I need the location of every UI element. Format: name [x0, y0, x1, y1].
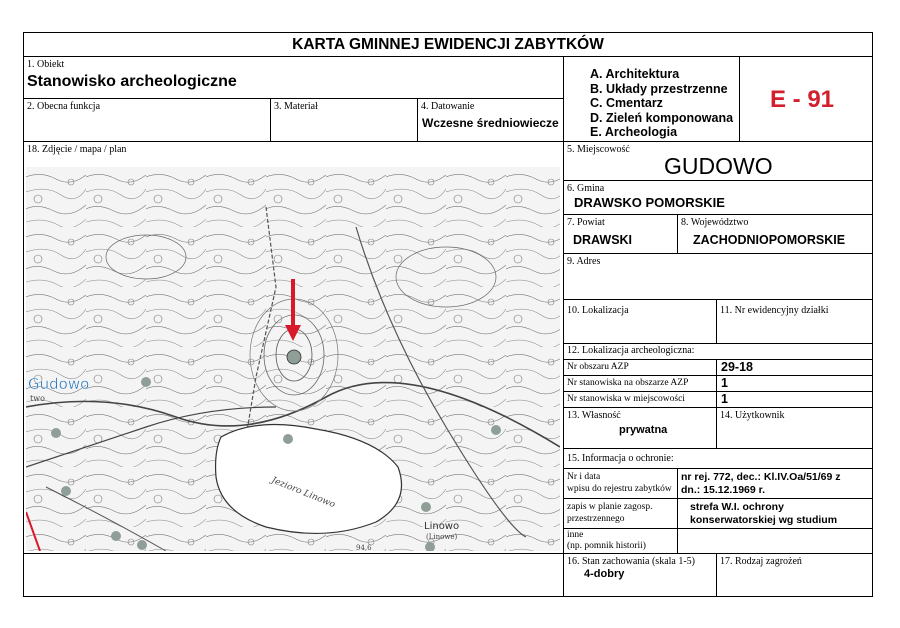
- inne-label-2: (np. pomnik historii): [567, 541, 646, 551]
- field-lok-arch: [564, 344, 872, 360]
- nr-stan-azp-value-cell: [717, 376, 872, 392]
- nr-obszaru-value-cell: [717, 360, 872, 376]
- stan-value: 4-dobry: [584, 568, 625, 580]
- plan-value-2: konserwatorskiej wg studium: [690, 514, 838, 526]
- plan-label-2: przestrzennego: [567, 514, 625, 524]
- map-spot-height: 94,6: [356, 544, 372, 551]
- topographic-map: [26, 167, 560, 551]
- nr-stan-miej-value: 1: [721, 392, 728, 406]
- site-marker: [491, 425, 501, 435]
- inne-label-1: inne: [567, 530, 584, 540]
- miejscowosc-label: 5. Miejscowość: [567, 144, 630, 155]
- ochrona-label: 15. Informacja o ochronie:: [567, 453, 674, 464]
- rejestr-label-2: wpisu do rejestru zabytków: [567, 484, 672, 494]
- category-b: B. Układy przestrzenne: [590, 81, 728, 96]
- site-marker: [61, 486, 71, 496]
- field-material: [271, 99, 418, 142]
- category-d: D. Zieleń komponowana: [590, 110, 734, 125]
- datowanie-label: 4. Datowanie: [421, 101, 475, 112]
- site-marker: [137, 540, 147, 550]
- field-wojewodztwo: [678, 215, 872, 254]
- wojewodztwo-label: 8. Województwo: [681, 217, 749, 228]
- map-place-name: Gudowo: [28, 375, 90, 393]
- category-c: C. Cmentarz: [590, 96, 663, 110]
- field-ochrona: [564, 449, 872, 469]
- zagrozenia-label: 17. Rodzaj zagrożeń: [720, 556, 802, 567]
- lake-name: Jezioro Linowo: [269, 475, 337, 511]
- lokalizacja-label: 10. Lokalizacja: [567, 305, 629, 316]
- inne-value-cell: [678, 529, 872, 554]
- stan-label: 16. Stan zachowania (skala 1-5): [567, 556, 696, 567]
- powiat-value: DRAWSKI: [573, 233, 633, 247]
- field-obiekt: [24, 57, 564, 99]
- field-wlasnosc: [564, 408, 717, 449]
- material-label: 3. Materiał: [274, 101, 318, 112]
- nr-stan-azp-label: Nr stanowiska na obszarze AZP: [567, 378, 689, 388]
- rejestr-value-1: nr rej. 772, dec.: Kl.IV.Oa/51/69 z: [681, 471, 841, 483]
- rejestr-label-1: Nr i data: [567, 472, 601, 482]
- nr-stan-azp-value: 1: [721, 376, 728, 390]
- site-marker: [111, 531, 121, 541]
- site-marker: [51, 428, 61, 438]
- obiekt-value: Stanowisko archeologiczne: [27, 73, 237, 90]
- field-datowanie: [418, 99, 564, 142]
- uzytkownik-label: 14. Użytkownik: [720, 410, 785, 421]
- funkcja-label: 2. Obecna funkcja: [27, 101, 101, 112]
- field-adres: [564, 254, 872, 300]
- field-plan: [564, 499, 678, 529]
- field-nr-stan-azp: [564, 376, 717, 392]
- field-obecna-funkcja: [24, 99, 271, 142]
- field-nr-dzialki: [717, 300, 872, 344]
- map-village-sub: (Linowe): [426, 533, 458, 541]
- rejestr-value-2: dn.: 15.12.1969 r.: [681, 484, 766, 496]
- wojewodztwo-value: ZACHODNIOPOMORSKIE: [693, 233, 846, 247]
- nr-stan-miej-label: Nr stanowiska w miejscowości: [567, 394, 685, 404]
- adres-label: 9. Adres: [567, 256, 601, 267]
- field-gmina: [564, 181, 872, 215]
- nr-obszaru-value: 29-18: [721, 360, 753, 374]
- obiekt-label: 1. Obiekt: [27, 59, 65, 70]
- category-list: [564, 57, 740, 142]
- heritage-card: [23, 32, 873, 597]
- nr-obszaru-label: Nr obszaru AZP: [567, 362, 629, 372]
- map-image: [26, 167, 560, 551]
- site-marker: [141, 377, 151, 387]
- field-uzytkownik: [717, 408, 872, 449]
- category-items: [590, 67, 733, 140]
- field-inne: [564, 529, 678, 554]
- card-code-box: [740, 57, 872, 142]
- lok-arch-label: 12. Lokalizacja archeologiczna:: [567, 345, 695, 356]
- field-stan: [564, 554, 717, 597]
- gmina-label: 6. Gmina: [567, 183, 605, 194]
- site-marker: [421, 502, 431, 512]
- field-nr-obszaru: [564, 360, 717, 376]
- site-marker: [283, 434, 293, 444]
- rejestr-value-cell: [678, 469, 872, 499]
- powiat-label: 7. Powiat: [567, 217, 605, 228]
- datowanie-value: Wczesne średniowiecze: [422, 116, 559, 130]
- field-lokalizacja: [564, 300, 717, 344]
- zdjecie-label: 18. Zdjęcie / mapa / plan: [27, 144, 127, 155]
- map-village: Linowo: [424, 521, 460, 532]
- plan-value-cell: [678, 499, 872, 529]
- field-empty-bottom: [24, 554, 564, 597]
- wlasnosc-label: 13. Własność: [567, 410, 621, 421]
- nr-stan-miej-value-cell: [717, 392, 872, 408]
- field-rejestr: [564, 469, 678, 499]
- plan-label-1: zapis w planie zagosp.: [567, 502, 653, 512]
- card-title: KARTA GMINNEJ EWIDENCJI ZABYTKÓW: [24, 33, 872, 57]
- field-miejscowosc: [564, 142, 872, 181]
- card-code: E - 91: [770, 86, 835, 113]
- plan-value-1: strefa W.I. ochrony: [690, 501, 784, 513]
- nr-dzialki-label: 11. Nr ewidencyjny działki: [720, 305, 829, 316]
- field-powiat: [564, 215, 678, 254]
- miejscowosc-value: GUDOWO: [664, 153, 773, 179]
- wlasnosc-value: prywatna: [619, 424, 668, 436]
- map-place-sub: two: [30, 394, 45, 403]
- field-nr-stan-miej: [564, 392, 717, 408]
- site-marker: [287, 350, 301, 364]
- field-zagrozenia: [717, 554, 872, 597]
- gmina-value: DRAWSKO POMORSKIE: [574, 195, 725, 210]
- category-e: E. Archeologia: [590, 125, 678, 139]
- category-a: A. Architektura: [590, 67, 680, 81]
